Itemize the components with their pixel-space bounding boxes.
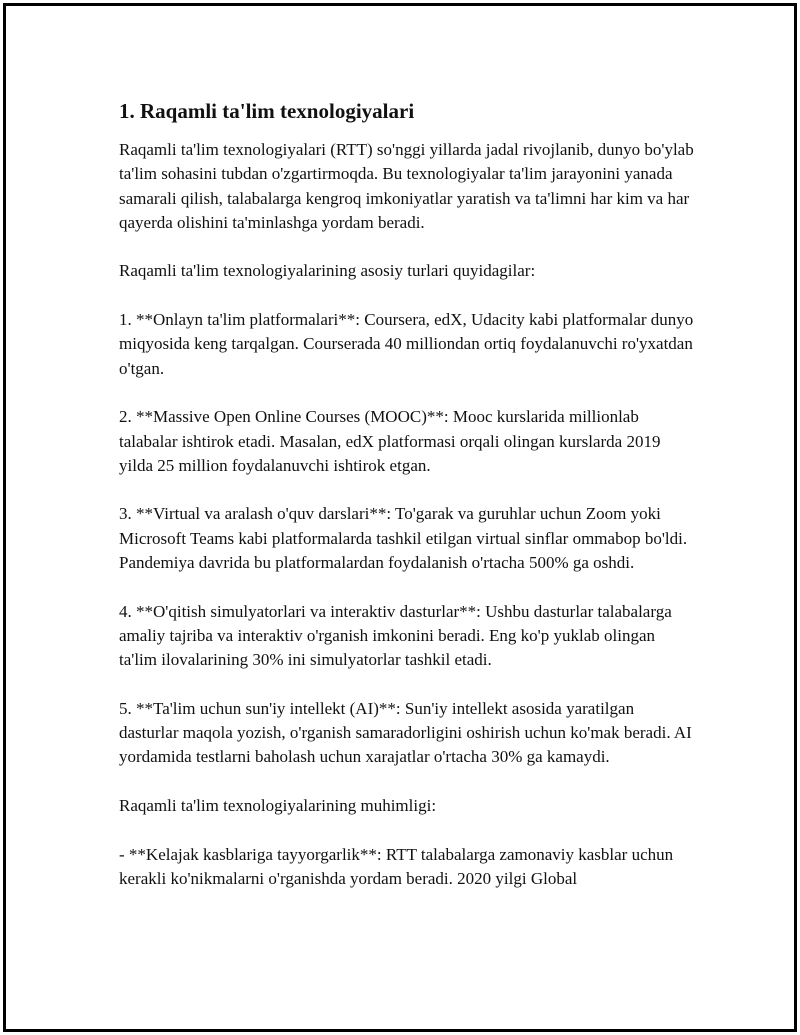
page-frame xyxy=(3,3,797,1032)
types-intro-paragraph: Raqamli ta'lim texnologiyalarining asosiy turlari quyidagilar: xyxy=(119,261,536,281)
section-heading: 1. Raqamli ta'lim texnologiyalari xyxy=(119,99,415,123)
importance-intro-paragraph: Raqamli ta'lim texnologiyalarining muhimligi: xyxy=(119,796,437,816)
bullet-career-preparation: - **Kelajak kasblariga tayyorgarlik**: RTT talabalarga zamonaviy kasblar uchun kerakli ko'nikmalarni o'rganishda yordam beradi. 2020 yilgi Global xyxy=(119,844,674,888)
list-item-simulators: 4. **O'qitish simulyatorlari va interaktiv dasturlar**: Ushbu dasturlar talabalarga amaliy tajriba va interaktiv o'rganish imkonini beradi. Eng ko'p yuklab olingan ta'lim ilovalarining 30% ini simulyatorlar tashkil etadi. xyxy=(119,601,672,670)
list-item-virtual-classes: 3. **Virtual va aralash o'quv darslari**: To'garak va guruhlar uchun Zoom yoki Microsoft Teams kabi platformalarda tashkil etilgan virtual sinflar ommabop bo'ldi. Pandemiya davrida bu platformalardan foydalanish o'rtacha 500% ga oshdi. xyxy=(119,504,688,573)
intro-paragraph: Raqamli ta'lim texnologiyalari (RTT) so'nggi yillarda jadal rivojlanib, dunyo bo'ylab ta'lim sohasini tubdan o'zgartirmoqda. Bu texnologiyalar ta'lim jarayonini yanada samarali qilish, talabalarga kengroq imkoniyatlar yaratish va ta'limni har kim va har qayerda olishini ta'minlashga yordam beradi. xyxy=(119,140,694,232)
list-item-ai: 5. **Ta'lim uchun sun'iy intellekt (AI)**: Sun'iy intellekt asosida yaratilgan dasturlar maqola yozish, o'rganish samaradorligini oshirish uchun ko'mak beradi. AI yordamida testlarni baholash uchun xarajatlar o'rtacha 30% ga kamaydi. xyxy=(119,698,692,767)
document-body xyxy=(119,98,694,916)
list-item-online-platforms: 1. **Onlayn ta'lim platformalari**: Coursera, edX, Udacity kabi platformalar dunyo miqyosida keng tarqalgan. Courserada 40 milliondan ortiq foydalanuvchi ro'yxatdan o'tgan. xyxy=(119,310,694,378)
list-item-mooc: 2. **Massive Open Online Courses (MOOC)**: Mooc kurslarida millionlab talabalar ishtirok etadi. Masalan, edX platformasi orqali olingan kurslarda 2019 yilda 25 million foydalanuvchi ishtirok etgan. xyxy=(119,407,661,475)
